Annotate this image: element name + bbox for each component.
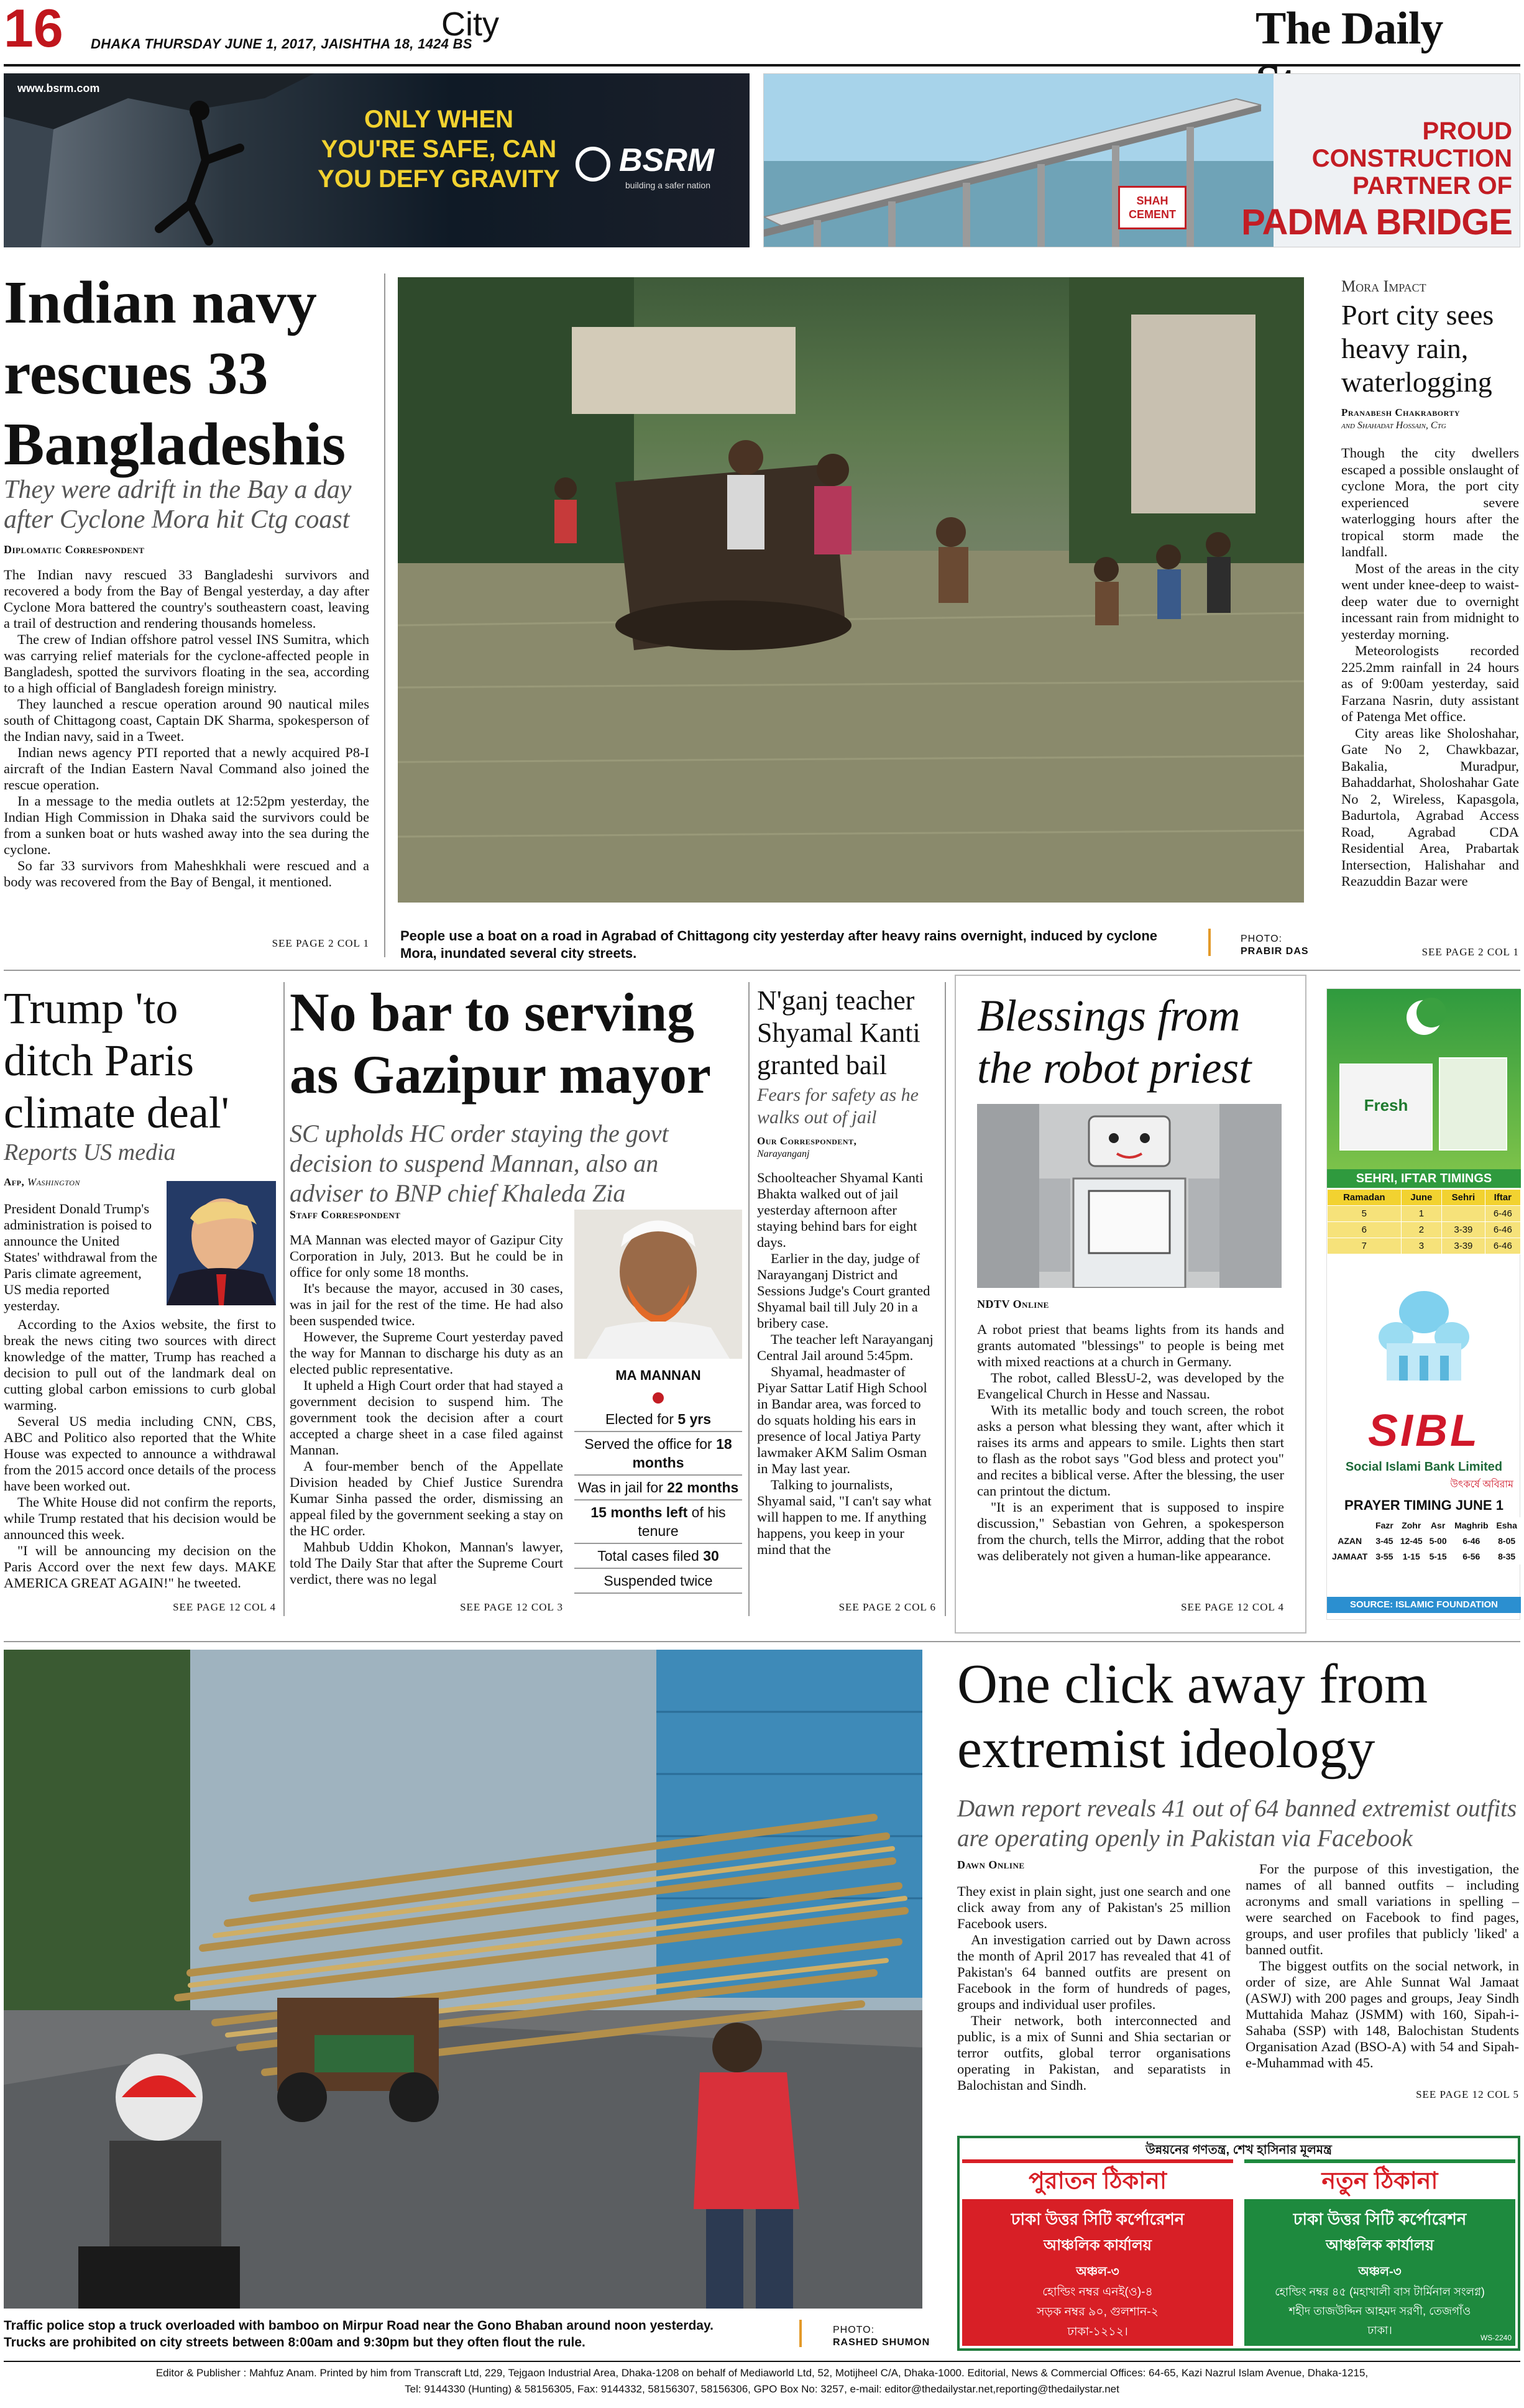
mannan-factbox: [574, 1210, 742, 1614]
navy-see-page: SEE PAGE 2 COL 1: [272, 937, 369, 949]
column-rule: [748, 982, 750, 1616]
masthead-rule: [4, 64, 1520, 67]
paragraph: They exist in plain sight, just one search and one click away from any of Pakistan's 25 million Facebook users.: [957, 1883, 1231, 1931]
paragraph: Talking to journalists, Shyamal said, "I can't say what will happen to me. If anything happens, you keep in your mind that the: [757, 1477, 932, 1557]
shah-line3: PARTNER OF: [1352, 172, 1512, 200]
column-rule: [945, 982, 946, 1616]
old-addr1: হোল্ডিং নম্বর এনই(ও)-৪: [1042, 2286, 1153, 2299]
navy-body: [4, 567, 369, 890]
new-office: আঞ্চলিক কার্যালয়: [1326, 2237, 1434, 2254]
paragraph: Their network, both interconnected and public, is a mix of Sunni and Shia sectarian or terror outfits, global terror organisations operating in Pakistan, and separatists in Balochistan and Sindh.: [957, 2013, 1231, 2093]
column-rule: [384, 273, 385, 957]
dateline: DHAKA THURSDAY JUNE 1, 2017, JAISHTHA 18, 1424 BS: [91, 36, 472, 52]
paragraph: They launched a rescue operation around 90 nautical miles south of Chittagong coast, Captain DK Sharma, spokesperson of the Indian navy, said in a Tweet.: [4, 696, 369, 744]
flood-scene-illustration: [398, 277, 1304, 903]
flood-credit-label: PHOTO:: [1241, 934, 1283, 944]
table-header: Fazr: [1372, 1518, 1397, 1533]
table-header: Asr: [1426, 1518, 1449, 1533]
nganj-byline: Our Correspondent,: [757, 1135, 857, 1147]
flood-photo: [398, 277, 1304, 903]
mannan-portrait: [574, 1210, 742, 1359]
table-cell: 7: [1328, 1238, 1402, 1254]
bsrm-ad: [4, 73, 750, 247]
table-cell: 8-05: [1493, 1533, 1521, 1549]
robot-see-page: SEE PAGE 12 COL 4: [1181, 1601, 1284, 1613]
extremist-headline: One click away from extremist ideology: [957, 1653, 1428, 1780]
table-row: [1328, 1533, 1521, 1549]
trump-portrait: [167, 1181, 276, 1305]
mannan-fact-list: [574, 1407, 742, 1594]
old-zone: অঞ্চল-৩: [1076, 2265, 1119, 2279]
page-number: 16: [4, 0, 63, 58]
table-header: Zohr: [1397, 1518, 1426, 1533]
bsrm-slogan: ONLY WHEN YOU'RE SAFE, CAN YOU DEFY GRAVITY: [318, 106, 560, 193]
bsrm-logo-icon: [576, 147, 610, 182]
navy-byline: Diplomatic Correspondent: [4, 543, 145, 556]
table-cell: 3-55: [1372, 1549, 1397, 1565]
new-org: ঢাকা উত্তর সিটি কর্পোরেশন: [1293, 2210, 1467, 2228]
dncc-top-line: উন্নয়নের গণতন্ত্র, শেখ হাসিনার মূলমন্ত্র: [1145, 2143, 1332, 2157]
mora-byline-2: and Shahadat Hossain, Ctg: [1341, 420, 1446, 431]
old-addr2: সড়ক নম্বর ৯০, গুলশান-২: [1037, 2305, 1159, 2318]
paragraph: With its metallic body and touch screen, the robot asks a person what blessing they want, after which it raises its arms and appears to smile. Lights then start to flash as the robot says "God bless and protect you" and recites a biblical verse. After the blessing, the user can printout the dictum.: [977, 1402, 1284, 1499]
trump-body: [4, 1317, 276, 1591]
table-cell: 6-46: [1450, 1533, 1493, 1549]
paragraph: Though the city dwellers escaped a possible onslaught of cyclone Mora, the port city experienced severe waterlogging hours after the tropical storm made the landfall.: [1341, 445, 1519, 559]
shah-line1: PROUD: [1422, 117, 1512, 145]
table-cell: 6-46: [1485, 1238, 1520, 1254]
nganj-place: Narayanganj: [757, 1149, 810, 1159]
mora-see-page: SEE PAGE 2 COL 1: [1421, 946, 1519, 958]
fact-item: Was in jail for 22 months: [574, 1476, 742, 1500]
table-row: [1328, 1222, 1521, 1238]
section-rule: [4, 970, 1520, 971]
gazipur-headline: No bar to serving as Gazipur mayor: [290, 983, 711, 1105]
table-cell: 3: [1401, 1238, 1441, 1254]
paragraph: It's because the mayor, accused in 30 cases, was in jail for the rest of the time. He had also been suspended twice.: [290, 1280, 563, 1328]
paragraph: Indian news agency PTI reported that a newly acquired P8-I aircraft of the Indian Eastern Naval Command also joined the rescue operation.: [4, 745, 369, 793]
table-cell: 3-39: [1442, 1222, 1485, 1238]
new-title: নতুন ঠিকানা: [1244, 2163, 1515, 2199]
fact-item: 15 months left of his tenure: [574, 1500, 742, 1544]
trump-byline: Afp, Washington: [4, 1176, 80, 1188]
trump-agency: Afp: [4, 1176, 22, 1188]
paper-name-logo: The Daily: [1255, 3, 1443, 54]
sibl-ad: [1326, 988, 1520, 1620]
paragraph: The teacher left Narayanganj Central Jail around 5:45pm.: [757, 1331, 934, 1363]
table-header: Iftar: [1485, 1190, 1520, 1206]
table-header: Sehri: [1442, 1190, 1485, 1206]
fact-item: Suspended twice: [574, 1569, 742, 1594]
paragraph: MA Mannan was elected mayor of Gazipur City Corporation in July, 2013. But he could be in office for only some 18 months.: [290, 1232, 563, 1280]
paragraph: An investigation carried out by Dawn across the month of April 2017 has revealed that 41 of Pakistan's 64 banned outfits are present on Facebook in the form of hundreds of pages, groups and individual user profiles.: [957, 1932, 1231, 2012]
paragraph: City areas like Sholoshahar, Gate No 2, Chawkbazar, Bakalia, Muradpur, Bahaddarhat, Sholoshahar Gate No 2, Wireless, Kapasgola, Badurtola, Agrabad Access Road, Agrabad CDA Residential Area, Prabartak Intersection, Halishahar and Reazuddin Bazar were: [1341, 725, 1519, 889]
footer-line-1: Editor & Publisher : Mahfuz Anam. Printed by him from Transcraft Ltd, 229, Tejgaon Industrial Area, Dhaka-1208 on behalf of Mediaworld Ltd, 52, Motijheel C/A, Dhaka-1000. Editorial, News & Commercial Offices: 64-65, Kazi Nazrul Islam Avenue, Dhaka-1215,: [155, 2367, 1369, 2379]
section-rule: [4, 1641, 1520, 1642]
bamboo-truck-illustration: [4, 1650, 922, 2309]
paragraph: Earlier in the day, judge of Narayanganj District and Sessions Judge's Court granted Shyamal bail till July 20 in a bribery case.: [757, 1251, 930, 1331]
table-row: [1328, 1238, 1521, 1254]
crescent-moon-icon: [1399, 993, 1449, 1042]
nganj-deck: Fears for safety as he walks out of jail: [757, 1085, 919, 1128]
sehri-title: SEHRI, IFTAR TIMINGS: [1327, 1169, 1521, 1188]
prayer-source: SOURCE: ISLAMIC FOUNDATION: [1327, 1597, 1521, 1613]
dncc-ad: [957, 2136, 1520, 2351]
paragraph: Mahbub Uddin Khokon, Mannan's lawyer, told The Daily Star that after the Supreme Court verdict, there was no legal: [290, 1539, 563, 1587]
sehri-iftar-table: [1327, 1189, 1521, 1254]
mora-byline: Pranabesh Chakraborty: [1341, 407, 1461, 418]
table-cell: 12-45: [1397, 1533, 1426, 1549]
navy-deck: They were adrift in the Bay a day after Cyclone Mora hit Ctg coast: [4, 476, 352, 534]
paragraph: Schoolteacher Shyamal Kanti Bhakta walked out of jail yesterday afternoon after staying behind bars for eight days.: [757, 1170, 924, 1250]
table-header: Ramadan: [1328, 1190, 1402, 1206]
table-header: Maghrib: [1450, 1518, 1493, 1533]
product-pack: [1439, 1057, 1507, 1151]
fact-item: Total cases filed 30: [574, 1544, 742, 1569]
table-cell: 2: [1401, 1222, 1441, 1238]
padma-bridge-illustration: [764, 74, 1274, 247]
flood-caption: People use a boat on a road in Agrabad of Chittagong city yesterday after heavy rains overnight, induced by cyclone Mora, inundated several city streets.: [400, 928, 1158, 961]
shah-cement-logo: SHAH CEMENT: [1118, 186, 1187, 229]
ad-code: WS-2240: [1480, 2333, 1512, 2342]
robot-priest-illustration: [977, 1104, 1282, 1288]
prayer-title: PRAYER TIMING JUNE 1: [1344, 1497, 1503, 1513]
robot-photo: [977, 1104, 1282, 1288]
bsrm-url: www.bsrm.com: [17, 82, 100, 94]
paragraph: "I will be announcing my decision on the Paris Accord over the next few days. MAKE AMERICA GREAT AGAIN!" he tweeted.: [4, 1543, 276, 1591]
new-addr1: হোল্ডিং নম্বর ৪৫ (মহাখালী বাস টার্মিনাল সংলগ্ন): [1275, 2286, 1485, 2298]
mannan-photo: [574, 1210, 742, 1359]
shah-line4: PADMA BRIDGE: [1241, 202, 1512, 242]
truck-caption: Traffic police stop a truck overloaded with bamboo on Mirpur Road near the Gono Bhaban around noon yesterday. Trucks are prohibited on city streets between 8:00am and 9:30pm but they often flout the rule.: [4, 2318, 714, 2350]
shah-line2: CONSTRUCTION: [1311, 145, 1512, 172]
ramadan-banner: [1327, 989, 1521, 1169]
paragraph: The robot, called BlessU-2, was developed by the Evangelical Church in Hesse and Nassau.: [977, 1370, 1284, 1402]
table-cell: AZAN: [1328, 1533, 1372, 1549]
robot-byline: NDTV Online: [977, 1298, 1049, 1310]
trump-photo: [167, 1181, 276, 1305]
bsrm-tagline: building a safer nation: [625, 180, 710, 190]
prayer-timing-table: [1327, 1517, 1521, 1565]
mosque-icon: [1374, 1275, 1474, 1387]
paragraph: Shyamal, headmaster of Piyar Sattar Latif High School in Bandar area, was forced to do squats holding his ears in presence of local Jatiya Party lawmaker AKM Salim Osman in May last year.: [757, 1364, 927, 1476]
mannan-name: MA MANNAN: [615, 1367, 701, 1383]
footer-line-2: Tel: 9144330 (Hunting) & 58156305, Fax: 9144332, 58156307, 58156306, GPO Box No: 3257, e-mail: editor@thedailystar.net,reporting@thedailystar.net: [405, 2383, 1119, 2395]
gazipur-see-page: SEE PAGE 12 COL 3: [460, 1601, 563, 1613]
fact-item: Served the office for 18 months: [574, 1432, 742, 1476]
table-cell: JAMAAT: [1328, 1549, 1372, 1565]
trump-lead: President Donald Trump's administration is poised to announce the United States' withdrawal from the Paris climate agreement, US media reported yesterday.: [4, 1201, 158, 1313]
robot-headline: Blessings from the robot priest: [977, 991, 1252, 1093]
paragraph: A four-member bench of the Appellate Division headed by Chief Justice Surendra Kumar Sinha passed the order, dismissing an appeal filed by the government seeking a stay on the HC order.: [290, 1458, 563, 1538]
table-cell: 5: [1328, 1206, 1402, 1222]
gazipur-deck: SC upholds HC order staying the govt decision to suspend Mannan, also an adviser to BNP chief Khaleda Zia: [290, 1119, 669, 1207]
bsrm-brand: BSRM: [619, 142, 715, 178]
climber-illustration: [4, 73, 314, 247]
paragraph: The White House did not confirm the reports, while Trump restated that his decision would be announced this week.: [4, 1494, 276, 1542]
paragraph: Most of the areas in the city went under knee-deep to waist-deep water due to overnight incessant rain from midnight to yesterday morning.: [1341, 560, 1519, 642]
table-header: June: [1401, 1190, 1441, 1206]
table-cell: 1: [1401, 1206, 1441, 1222]
table-cell: 6-46: [1485, 1206, 1520, 1222]
sibl-logo: SIBL: [1367, 1406, 1480, 1456]
table-cell: 6-46: [1485, 1222, 1520, 1238]
flood-credit-name: PRABIR DAS: [1241, 946, 1309, 957]
table-cell: 3-45: [1372, 1533, 1397, 1549]
truck-credit-label: PHOTO:: [833, 2325, 875, 2335]
extremist-deck: Dawn report reveals 41 out of 64 banned extremist outfits are operating openly in Pakistan via Facebook: [957, 1795, 1517, 1852]
credit-bar: [1208, 929, 1211, 956]
trump-deck: Reports US media: [4, 1139, 176, 1165]
new-zone: অঞ্চল-৩: [1358, 2265, 1402, 2279]
table-cell: 8-35: [1493, 1549, 1521, 1565]
table-cell: 6: [1328, 1222, 1402, 1238]
table-cell: [1442, 1206, 1485, 1222]
table-cell: 1-15: [1397, 1549, 1426, 1565]
nganj-body: [757, 1170, 936, 1558]
sibl-bank-name: Social Islami Bank Limited: [1345, 1460, 1503, 1474]
paragraph: For the purpose of this investigation, the names of all banned outfits – including acronyms and small variations in spelling – were searched on Facebook to find pages, groups, and user profiles that publicly 'liked' a banned outfit.: [1246, 1861, 1519, 1957]
old-office: আঞ্চলিক কার্যালয়: [1044, 2237, 1152, 2254]
paragraph: A robot priest that beams lights from its hands and grants automated "blessings" to people is being met with mixed reactions at a church in Germany.: [977, 1321, 1284, 1369]
table-cell: 5-15: [1426, 1549, 1449, 1565]
column-rule: [283, 982, 285, 1616]
trump-headline: Trump 'to ditch Paris climate deal': [4, 983, 229, 1137]
section-name: City: [441, 6, 499, 43]
shah-cement-ad: [763, 73, 1520, 247]
gazipur-byline: Staff Correspondent: [290, 1208, 401, 1221]
trump-see-page: SEE PAGE 12 COL 4: [173, 1601, 276, 1613]
table-cell: 6-56: [1450, 1549, 1493, 1565]
old-address-panel: [962, 2159, 1233, 2346]
extremist-body-col2: [1246, 1861, 1519, 2071]
sibl-bank-bn: উৎকর্ষে অবিরাম: [1450, 1479, 1513, 1490]
old-org: ঢাকা উত্তর সিটি কর্পোরেশন: [1011, 2210, 1185, 2228]
paragraph: The biggest outfits on the social network, in order of size, are Ahle Sunnat Wal Jamaat (ASWJ) with 200 pages and groups, Jeay Sindh Muttahida Mahaz (JSMM) with 160, Sipah-i-Sahaba (SSP) with 148, Balochistan Students Organisation Azad (BSO-A) with 54 and Sipah-e-Muhammad with 45.: [1246, 1958, 1519, 2070]
footer-rule: [4, 2361, 1520, 2362]
mora-kicker: Mora Impact: [1341, 277, 1426, 295]
paragraph: So far 33 survivors from Maheshkhali were rescued and a body was recovered from the Bay of Bengal, it mentioned.: [4, 858, 369, 889]
extremist-byline: Dawn Online: [957, 1859, 1025, 1871]
table-row: [1328, 1549, 1521, 1565]
credit-bar: [799, 2320, 802, 2347]
paragraph: However, the Supreme Court yesterday paved the way for Mannan to discharge his duty as an elected public representative.: [290, 1329, 563, 1377]
table-header: Esha: [1493, 1518, 1521, 1533]
nganj-headline: N'ganj teacher Shyamal Kanti granted bail: [757, 985, 920, 1080]
paragraph: According to the Axios website, the first to break the news citing two sources with direct knowledge of the matter, Trump has reached a decision to pull out of the landmark deal on cutting global carbon emissions to curb global warming.: [4, 1317, 276, 1413]
fact-item: Elected for 5 yrs: [574, 1407, 742, 1432]
old-addr3: ঢাকা-১২১২।: [1067, 2325, 1128, 2338]
mora-headline: Port city sees heavy rain, waterlogging: [1341, 299, 1494, 398]
robot-body: [977, 1321, 1284, 1564]
paragraph: It upheld a High Court order that had stayed a government decision to suspend him. The government took the decision after a court accepted a charge sheet in a case filed against Mannan.: [290, 1377, 563, 1458]
paragraph: The Indian navy rescued 33 Bangladeshi survivors and recovered a body from the Bay of Bengal yesterday, a day after Cyclone Mora battered the country's southeastern coast, leaving a trail of destruction and rendering thousands homeless.: [4, 567, 369, 631]
paragraph: Meteorologists recorded 225.2mm rainfall in 24 hours as of 9:00am yesterday, said Farzana Nasrin, duty assistant of Patenga Met office.: [1341, 643, 1519, 724]
table-cell: 5-00: [1426, 1533, 1449, 1549]
navy-headline: Indian navy rescues 33 Bangladeshis: [4, 269, 346, 478]
extremist-see-page: SEE PAGE 12 COL 5: [1416, 2089, 1519, 2100]
new-addr2: শহীদ তাজউদ্দিন আহমদ সরণী, তেজগাঁও: [1288, 2305, 1471, 2317]
red-dot-icon: [653, 1392, 664, 1404]
new-address-panel: [1244, 2159, 1515, 2346]
table-header: [1328, 1518, 1372, 1533]
table-cell: 3-39: [1442, 1238, 1485, 1254]
paragraph: The crew of Indian offshore patrol vessel INS Sumitra, which was carrying relief materials for the cyclone-affected people in Bangladesh, spotted the survivors floating in the sea, according to a high official of Bangladesh foreign ministry.: [4, 632, 369, 696]
trump-place: Washington: [27, 1176, 80, 1188]
paragraph: Several US media including CNN, CBS, ABC and Politico also reported that the White House was expected to announce a withdrawal from the 2015 accord once details of the process have been worked out.: [4, 1413, 276, 1494]
table-row: [1328, 1206, 1521, 1222]
new-addr3: ঢাকা।: [1367, 2324, 1392, 2337]
truck-photo: [4, 1650, 922, 2309]
extremist-body-col1: [957, 1883, 1231, 2093]
paragraph: "It is an experiment that is supposed to inspire discussion," Sebastian von Gehren, a spokesperson from the church, tells the Mirror, adding that the robot was deliberately not given a human-like appearance.: [977, 1499, 1284, 1563]
old-title: পুরাতন ঠিকানা: [962, 2163, 1233, 2199]
paragraph: In a message to the media outlets at 12:52pm yesterday, the Indian High Commission in Dhaka said the survivors could be from a sunken boat or huts washed away into the sea during the cyclone.: [4, 793, 369, 857]
fresh-brand: Fresh: [1339, 1064, 1433, 1151]
gazipur-body: [290, 1232, 563, 1588]
nganj-see-page: SEE PAGE 2 COL 6: [838, 1601, 936, 1613]
truck-credit-name: RASHED SHUMON: [833, 2337, 930, 2348]
mora-body: [1341, 445, 1519, 890]
